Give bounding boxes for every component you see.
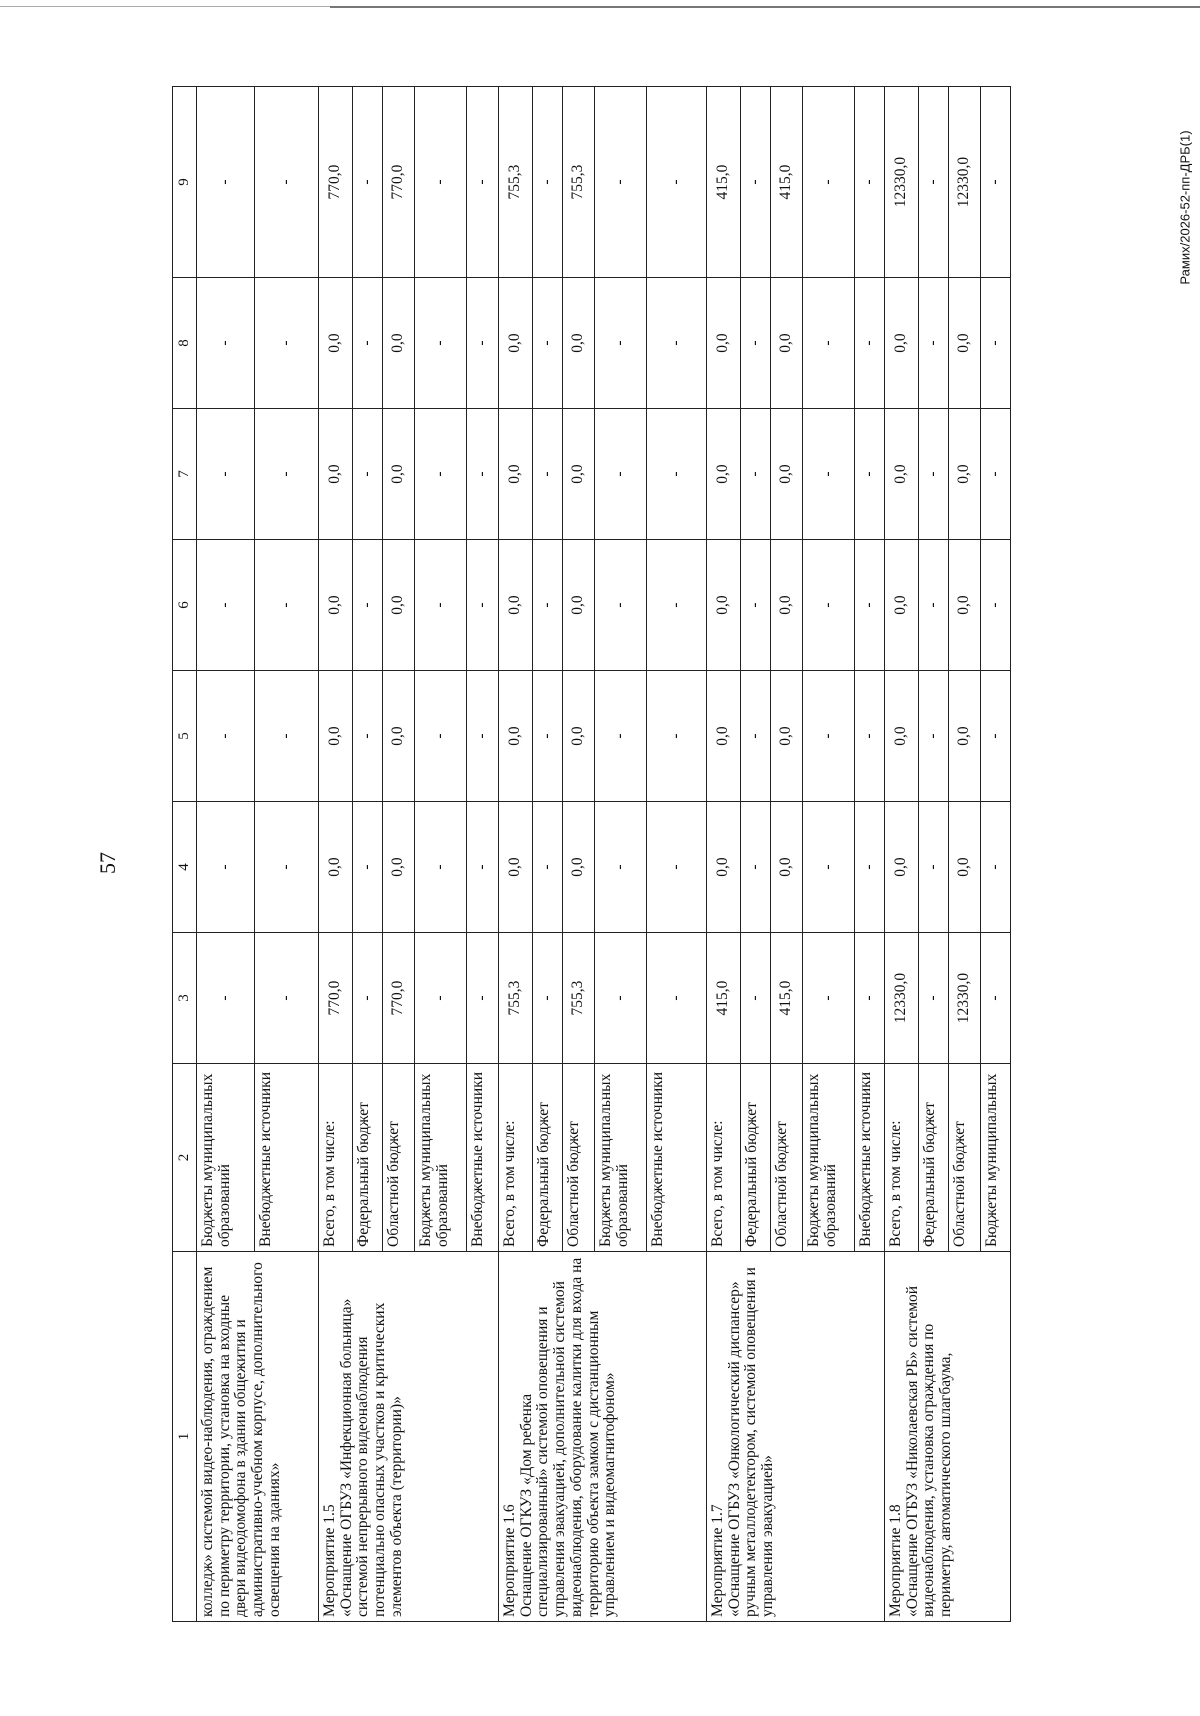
value-cell-col-9: -	[919, 87, 949, 278]
funding-source-cell: Областной бюджет	[563, 1064, 595, 1252]
value-cell-col-7: 0,0	[771, 409, 803, 540]
value-cell-col-6: 0,0	[771, 540, 803, 671]
value-cell-col-5: -	[255, 671, 319, 802]
value-cell-col-4: -	[919, 802, 949, 933]
value-cell-col-4: -	[595, 802, 647, 933]
value-cell-col-7: 0,0	[949, 409, 981, 540]
value-cell-col-3: -	[803, 933, 855, 1064]
value-cell-col-7: -	[197, 409, 255, 540]
value-cell-col-7: -	[533, 409, 563, 540]
value-cell-col-3: 415,0	[707, 933, 741, 1064]
value-cell-col-4: 0,0	[383, 802, 415, 933]
funding-source-cell: Внебюджетные источники	[467, 1064, 499, 1252]
header-col-3: 3	[173, 933, 197, 1064]
value-cell-col-6: -	[803, 540, 855, 671]
value-cell-col-8: -	[647, 278, 707, 409]
header-col-1: 1	[173, 1252, 197, 1622]
value-cell-col-3: -	[353, 933, 383, 1064]
value-cell-col-9: 415,0	[771, 87, 803, 278]
value-cell-col-9: -	[647, 87, 707, 278]
header-col-2: 2	[173, 1064, 197, 1252]
event-cell: Мероприятие 1.8 «Оснащение ОГБУЗ «Николаевская РБ» системой видеонаблюдения, установка ограждения по периметру, автоматического шлагбаума,	[885, 1252, 1011, 1622]
funding-table	[172, 86, 1011, 1622]
value-cell-col-6: 0,0	[949, 540, 981, 671]
value-cell-col-6: -	[353, 540, 383, 671]
value-cell-col-4: 0,0	[771, 802, 803, 933]
funding-source-cell: Всего, в том числе:	[885, 1064, 919, 1252]
value-cell-col-6: 0,0	[319, 540, 353, 671]
table-body	[197, 87, 1011, 1622]
value-cell-col-9: 755,3	[499, 87, 533, 278]
table-row	[499, 87, 533, 1622]
value-cell-col-4: 0,0	[499, 802, 533, 933]
value-cell-col-9: 12330,0	[885, 87, 919, 278]
header-col-9: 9	[173, 87, 197, 278]
value-cell-col-6: -	[415, 540, 467, 671]
value-cell-col-7: -	[981, 409, 1011, 540]
value-cell-col-6: -	[533, 540, 563, 671]
value-cell-col-7: -	[647, 409, 707, 540]
value-cell-col-4: 0,0	[319, 802, 353, 933]
value-cell-col-4: -	[647, 802, 707, 933]
value-cell-col-9: -	[855, 87, 885, 278]
table-row	[197, 87, 255, 1622]
value-cell-col-5: -	[415, 671, 467, 802]
value-cell-col-8: 0,0	[319, 278, 353, 409]
value-cell-col-4: 0,0	[563, 802, 595, 933]
value-cell-col-9: 755,3	[563, 87, 595, 278]
value-cell-col-8: -	[415, 278, 467, 409]
value-cell-col-3: -	[197, 933, 255, 1064]
value-cell-col-8: -	[855, 278, 885, 409]
value-cell-col-8: -	[981, 278, 1011, 409]
value-cell-col-6: 0,0	[383, 540, 415, 671]
header-col-8: 8	[173, 278, 197, 409]
value-cell-col-8: -	[197, 278, 255, 409]
value-cell-col-6: -	[595, 540, 647, 671]
value-cell-col-5: -	[647, 671, 707, 802]
value-cell-col-7: -	[467, 409, 499, 540]
value-cell-col-4: 0,0	[949, 802, 981, 933]
value-cell-col-7: 0,0	[563, 409, 595, 540]
value-cell-col-9: -	[981, 87, 1011, 278]
funding-source-cell: Всего, в том числе:	[707, 1064, 741, 1252]
rotated-table-wrapper	[172, 87, 1004, 1622]
page-number: 57	[95, 852, 120, 874]
value-cell-col-9: 12330,0	[949, 87, 981, 278]
header-row	[173, 87, 197, 1622]
value-cell-col-7: 0,0	[885, 409, 919, 540]
funding-source-cell: Бюджеты муниципальных образований	[197, 1064, 255, 1252]
value-cell-col-3: -	[981, 933, 1011, 1064]
funding-source-cell: Федеральный бюджет	[919, 1064, 949, 1252]
value-cell-col-4: -	[741, 802, 771, 933]
funding-source-cell: Бюджеты муниципальных образований	[803, 1064, 855, 1252]
value-cell-col-6: 0,0	[499, 540, 533, 671]
value-cell-col-9: 770,0	[319, 87, 353, 278]
value-cell-col-9: -	[741, 87, 771, 278]
value-cell-col-7: -	[595, 409, 647, 540]
value-cell-col-3: 755,3	[499, 933, 533, 1064]
table-row	[319, 87, 353, 1622]
value-cell-col-8: -	[255, 278, 319, 409]
value-cell-col-8: 0,0	[707, 278, 741, 409]
event-cell: Мероприятие 1.5 «Оснащение ОГБУЗ «Инфекционная больница» системой непрерывного видеонаблюдения потенциально опасных участков и критических элементов объекта (территории)»	[319, 1252, 499, 1622]
value-cell-col-7: -	[803, 409, 855, 540]
funding-source-cell: Внебюджетные источники	[855, 1064, 885, 1252]
value-cell-col-5: 0,0	[563, 671, 595, 802]
value-cell-col-4: -	[855, 802, 885, 933]
value-cell-col-7: 0,0	[383, 409, 415, 540]
value-cell-col-3: -	[533, 933, 563, 1064]
value-cell-col-8: -	[533, 278, 563, 409]
funding-source-cell: Федеральный бюджет	[741, 1064, 771, 1252]
value-cell-col-5: -	[533, 671, 563, 802]
value-cell-col-9: -	[255, 87, 319, 278]
header-col-7: 7	[173, 409, 197, 540]
value-cell-col-3: 12330,0	[885, 933, 919, 1064]
value-cell-col-5: -	[467, 671, 499, 802]
header-col-5: 5	[173, 671, 197, 802]
value-cell-col-5: 0,0	[707, 671, 741, 802]
value-cell-col-7: -	[855, 409, 885, 540]
value-cell-col-5: -	[803, 671, 855, 802]
event-cell: Мероприятие 1.6 Оснащение ОГКУЗ «Дом ребенка специализированный» системой оповещения и управления эвакуацией, дополнительной системой видеонаблюдения, оборудование калитки для входа на территорию объекта замком с дистанционным управлением и видеомагнитофоном»	[499, 1252, 707, 1622]
value-cell-col-3: 770,0	[319, 933, 353, 1064]
value-cell-col-3: 415,0	[771, 933, 803, 1064]
value-cell-col-3: -	[919, 933, 949, 1064]
value-cell-col-9: -	[415, 87, 467, 278]
funding-source-cell: Всего, в том числе:	[319, 1064, 353, 1252]
value-cell-col-9: -	[197, 87, 255, 278]
value-cell-col-8: 0,0	[499, 278, 533, 409]
value-cell-col-6: -	[741, 540, 771, 671]
value-cell-col-6: -	[647, 540, 707, 671]
value-cell-col-6: 0,0	[885, 540, 919, 671]
value-cell-col-5: -	[595, 671, 647, 802]
value-cell-col-3: -	[741, 933, 771, 1064]
value-cell-col-4: -	[981, 802, 1011, 933]
header-col-6: 6	[173, 540, 197, 671]
funding-source-cell: Областной бюджет	[383, 1064, 415, 1252]
value-cell-col-3: -	[647, 933, 707, 1064]
value-cell-col-5: -	[919, 671, 949, 802]
scan-top-edge-dark	[330, 6, 1200, 8]
value-cell-col-4: -	[533, 802, 563, 933]
value-cell-col-7: -	[353, 409, 383, 540]
document-code: Рамих/2026-52-пп-ДРБ(1)	[1177, 130, 1193, 285]
value-cell-col-3: -	[595, 933, 647, 1064]
value-cell-col-4: -	[197, 802, 255, 933]
value-cell-col-9: -	[353, 87, 383, 278]
value-cell-col-8: -	[467, 278, 499, 409]
funding-source-cell: Бюджеты муниципальных образований	[595, 1064, 647, 1252]
value-cell-col-6: -	[981, 540, 1011, 671]
event-cell: колледж» системой видео-наблюдения, ограждением по периметру территории, установка на входные двери видеодомофона в здании общежития и административно-учебном корпусе, дополнительного освещения на зданиях»	[197, 1252, 319, 1622]
value-cell-col-5: -	[981, 671, 1011, 802]
value-cell-col-9: -	[533, 87, 563, 278]
value-cell-col-5: -	[197, 671, 255, 802]
value-cell-col-7: 0,0	[319, 409, 353, 540]
value-cell-col-5: -	[741, 671, 771, 802]
value-cell-col-5: -	[855, 671, 885, 802]
funding-source-cell: Всего, в том числе:	[499, 1064, 533, 1252]
value-cell-col-7: -	[255, 409, 319, 540]
funding-source-cell: Областной бюджет	[949, 1064, 981, 1252]
table-row	[885, 87, 919, 1622]
value-cell-col-9: 415,0	[707, 87, 741, 278]
value-cell-col-8: 0,0	[383, 278, 415, 409]
funding-source-cell: Внебюджетные источники	[255, 1064, 319, 1252]
value-cell-col-8: -	[919, 278, 949, 409]
value-cell-col-6: -	[855, 540, 885, 671]
value-cell-col-4: -	[803, 802, 855, 933]
funding-source-cell: Бюджеты муниципальных образований	[415, 1064, 467, 1252]
value-cell-col-7: -	[919, 409, 949, 540]
value-cell-col-8: -	[741, 278, 771, 409]
value-cell-col-7: -	[415, 409, 467, 540]
value-cell-col-4: -	[255, 802, 319, 933]
funding-source-cell: Федеральный бюджет	[353, 1064, 383, 1252]
value-cell-col-3: 770,0	[383, 933, 415, 1064]
table-row	[707, 87, 741, 1622]
value-cell-col-8: -	[803, 278, 855, 409]
value-cell-col-4: 0,0	[885, 802, 919, 933]
value-cell-col-5: 0,0	[319, 671, 353, 802]
value-cell-col-6: -	[255, 540, 319, 671]
value-cell-col-8: -	[595, 278, 647, 409]
value-cell-col-7: 0,0	[499, 409, 533, 540]
value-cell-col-9: -	[803, 87, 855, 278]
header-col-4: 4	[173, 802, 197, 933]
value-cell-col-6: -	[919, 540, 949, 671]
value-cell-col-8: -	[353, 278, 383, 409]
value-cell-col-7: 0,0	[707, 409, 741, 540]
value-cell-col-3: -	[415, 933, 467, 1064]
value-cell-col-4: -	[353, 802, 383, 933]
value-cell-col-5: -	[353, 671, 383, 802]
funding-source-cell: Областной бюджет	[771, 1064, 803, 1252]
value-cell-col-9: 770,0	[383, 87, 415, 278]
value-cell-col-3: -	[467, 933, 499, 1064]
value-cell-col-3: -	[855, 933, 885, 1064]
value-cell-col-6: 0,0	[707, 540, 741, 671]
event-cell: Мероприятие 1.7 «Оснащение ОГБУЗ «Онкологический диспансер» ручным металлодетектором, системой оповещения и управления эвакуацией»	[707, 1252, 885, 1622]
value-cell-col-5: 0,0	[885, 671, 919, 802]
value-cell-col-3: -	[255, 933, 319, 1064]
value-cell-col-8: 0,0	[885, 278, 919, 409]
value-cell-col-5: 0,0	[499, 671, 533, 802]
value-cell-col-4: -	[467, 802, 499, 933]
value-cell-col-3: 12330,0	[949, 933, 981, 1064]
value-cell-col-8: 0,0	[771, 278, 803, 409]
value-cell-col-6: -	[467, 540, 499, 671]
funding-source-cell: Бюджеты муниципальных	[981, 1064, 1011, 1252]
funding-source-cell: Федеральный бюджет	[533, 1064, 563, 1252]
value-cell-col-5: 0,0	[771, 671, 803, 802]
value-cell-col-4: 0,0	[707, 802, 741, 933]
value-cell-col-3: 755,3	[563, 933, 595, 1064]
funding-source-cell: Внебюджетные источники	[647, 1064, 707, 1252]
value-cell-col-6: -	[197, 540, 255, 671]
value-cell-col-8: 0,0	[563, 278, 595, 409]
value-cell-col-6: 0,0	[563, 540, 595, 671]
value-cell-col-5: 0,0	[383, 671, 415, 802]
value-cell-col-9: -	[595, 87, 647, 278]
value-cell-col-7: -	[741, 409, 771, 540]
value-cell-col-9: -	[467, 87, 499, 278]
value-cell-col-4: -	[415, 802, 467, 933]
value-cell-col-8: 0,0	[949, 278, 981, 409]
value-cell-col-5: 0,0	[949, 671, 981, 802]
